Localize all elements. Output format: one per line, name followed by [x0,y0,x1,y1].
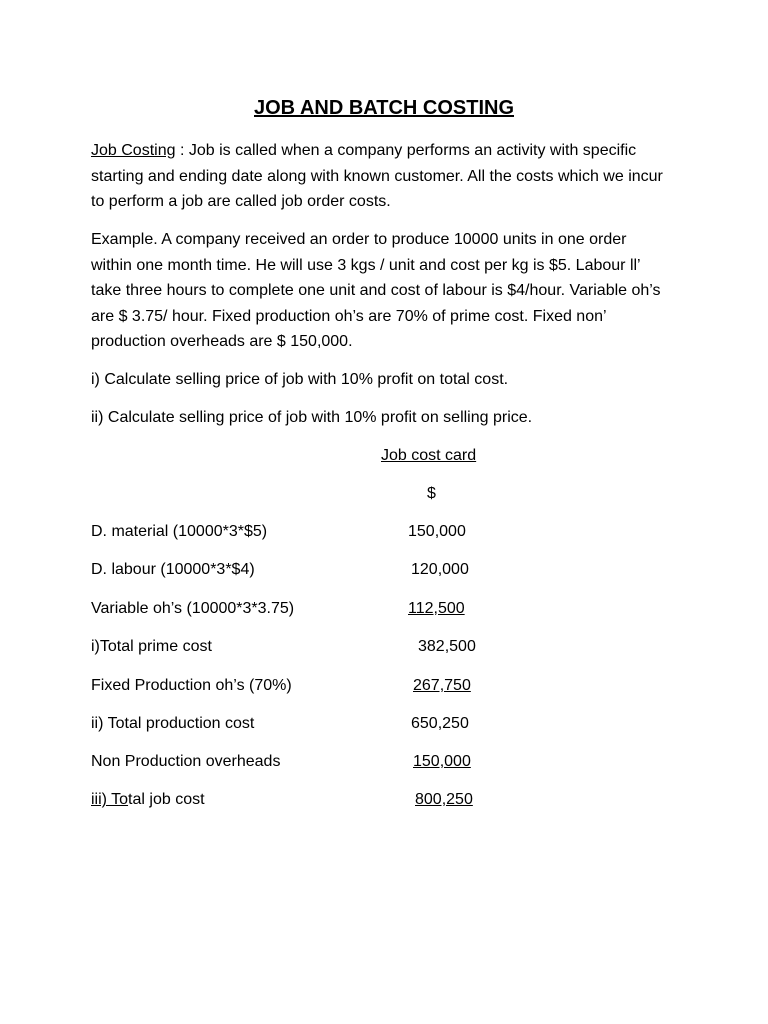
cost-row-amount: 800,250 [415,791,473,808]
total-job-cost-label-rest: tal job cost [128,791,205,808]
cost-row-non-production-overheads [91,750,611,774]
cost-row-label: D. labour (10000*3*$4) [91,561,255,578]
intro-line-1 [91,138,691,164]
cost-row-label: i)Total prime cost [91,638,212,655]
currency-symbol: $ [427,485,436,502]
cost-row-variable-overheads [91,597,611,621]
example-line: take three hours to complete one unit and cost of labour is $4/hour. Variable oh’s [91,282,661,299]
cost-row-label [91,788,205,812]
cost-row-amount: 150,000 [413,753,471,770]
cost-row-label: D. material (10000*3*$5) [91,523,268,540]
cost-row-label: Variable oh’s (10000*3*3.75) [91,600,295,617]
question-2: ii) Calculate selling price of job with 10% profit on selling price. [91,409,533,426]
cost-row-total-job-cost [91,788,611,812]
cost-row-direct-material [91,520,611,544]
example-line: are $ 3.75/ hour. Fixed production oh’s are 70% of prime cost. Fixed non’ [91,307,607,325]
cost-row-total-production-cost [91,712,611,736]
cost-row-label: Non Production overheads [91,753,281,770]
example-line: production overheads are $ 150,000. [91,333,353,350]
example-paragraph [91,227,691,355]
cost-row-direct-labour [91,558,611,582]
intro-line-3: to perform a job are called job order costs. [91,193,391,210]
cost-row-label: ii) Total production cost [91,715,255,732]
question-1: i) Calculate selling price of job with 10% profit on total cost. [91,371,509,388]
cost-row-total-prime-cost [91,635,611,659]
cost-row-label: Fixed Production oh’s (70%) [91,677,292,694]
cost-row-amount: 150,000 [408,523,466,540]
intro-line-2: starting and ending date along with known customer. All the costs which we incur [91,167,663,185]
cost-row-amount: 112,500 [408,600,465,617]
example-line: within one month time. He will use 3 kgs / unit and cost per kg is $5. Labour ll’ [91,256,641,274]
job-cost-card-heading: Job cost card [381,447,477,464]
intro-line-1-text: : Job is called when a company performs an activity with specific [175,142,637,159]
cost-row-fixed-production-overheads [91,674,611,698]
total-job-cost-label-underlined: iii) To [91,791,129,808]
cost-row-amount: 267,750 [413,677,471,694]
cost-row-amount: 650,250 [411,715,469,732]
example-line: Example. A company received an order to produce 10000 units in one order [91,231,627,248]
page-title: JOB AND BATCH COSTING [254,97,514,119]
intro-paragraph [91,138,691,215]
job-costing-term: Job Costing [91,142,176,159]
cost-row-amount: 382,500 [418,638,476,655]
cost-row-amount: 120,000 [411,561,469,578]
